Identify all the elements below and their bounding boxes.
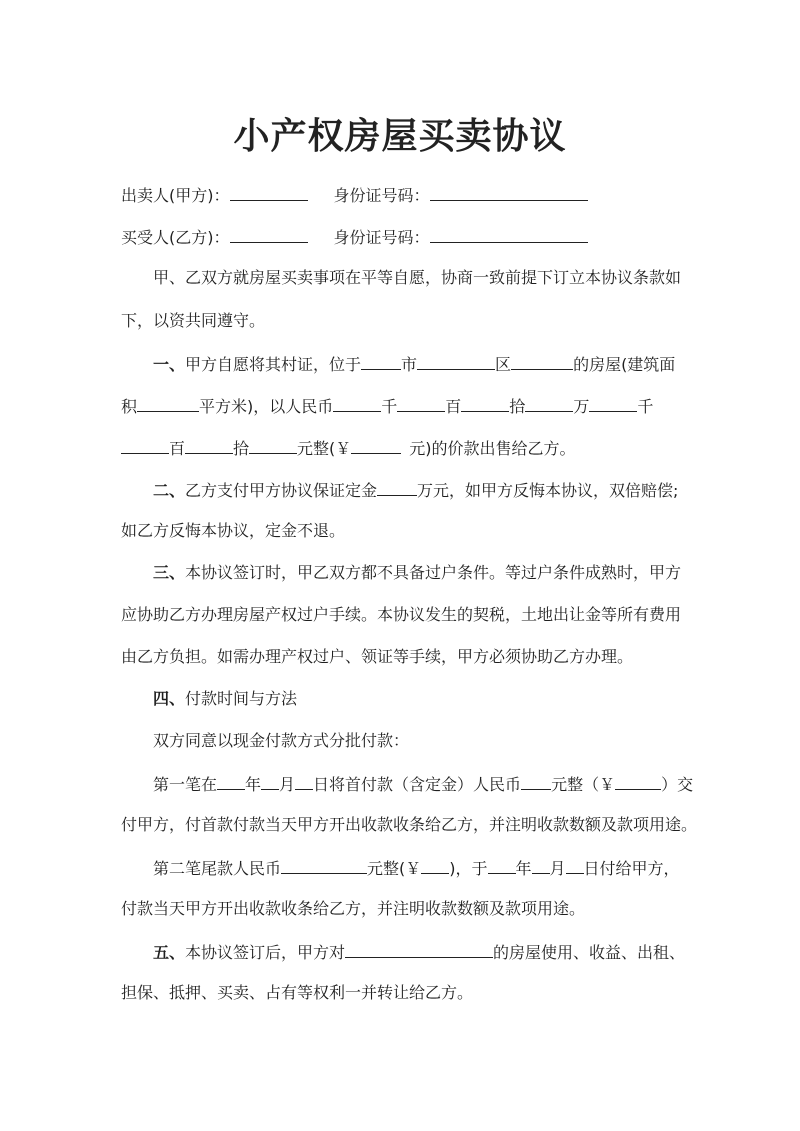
party-b-id-label: 身份证号码：	[333, 228, 430, 247]
clause-1-line-3: 百 拾 元整(￥ 元)的价款出售给乙方。	[121, 435, 691, 461]
amount-blank	[121, 435, 169, 454]
clause-2-line-2: 如乙方反悔本协议，定金不退。	[121, 521, 346, 540]
clause-1-number: 一、	[153, 355, 186, 374]
party-b-line	[121, 224, 691, 250]
amount-blank	[461, 393, 509, 412]
document-title: 小产权房屋买卖协议	[233, 116, 567, 157]
clause-4-number: 四、	[153, 689, 186, 708]
clause-2-number: 二、	[153, 481, 186, 500]
area-blank	[137, 393, 199, 412]
clause-5-number: 五、	[153, 943, 186, 962]
final-payment-number-blank	[421, 855, 449, 874]
clause-5-line-1: 五、本协议签订后，甲方对 的房屋使用、收益、出租、	[121, 939, 723, 965]
amount-blank	[185, 435, 233, 454]
clause-1-line-2: 积 平方米)，以人民币 千 百 拾 万 千	[121, 393, 691, 419]
amount-blank	[333, 393, 381, 412]
amount-blank	[525, 393, 573, 412]
intro-line-2: 下，以资共同遵守。	[121, 311, 266, 330]
clause-4-intro: 双方同意以现金付款方式分批付款：	[153, 731, 410, 750]
clause-5-line-2: 担保、抵押、买卖、占有等权利一并转让给乙方。	[121, 983, 474, 1002]
payment-1-line-2: 付甲方，付首款付款当天甲方开出收款收条给乙方，并注明收款数额及款项用途。	[121, 815, 698, 834]
party-b-name-blank	[230, 224, 308, 243]
clause-3-number: 三、	[153, 563, 186, 582]
year-blank	[488, 855, 516, 874]
party-b-label: 买受人(乙方)：	[121, 228, 230, 247]
day-blank	[295, 771, 313, 790]
party-a-id-label: 身份证号码：	[333, 186, 430, 205]
clause-2-line-1: 二、乙方支付甲方协议保证定金 万元，如甲方反悔本协议，双倍赔偿;	[121, 477, 723, 503]
amount-blank	[589, 393, 637, 412]
payment-1-line-1: 第一笔在 年 月 日将首付款（含定金）人民币 元整（￥ ）交	[121, 771, 723, 797]
month-blank	[532, 855, 550, 874]
party-a-label: 出卖人(甲方)：	[121, 186, 230, 205]
intro-line-1: 甲、乙双方就房屋买卖事项在平等自愿，协商一致前提下订立本协议条款如	[153, 268, 682, 287]
first-payment-number-blank	[615, 771, 661, 790]
city-blank	[361, 351, 401, 370]
property-blank	[345, 939, 493, 958]
payment-2-line-1: 第二笔尾款人民币 元整(￥ )，于 年 月 日付给甲方，	[121, 855, 723, 881]
clause-4-heading: 四、付款时间与方法	[153, 689, 298, 708]
year-blank	[217, 771, 245, 790]
amount-blank	[249, 435, 297, 454]
clause-3-line-3: 由乙方负担。如需办理产权过户、领证等手续，甲方必须协助乙方办理。	[121, 647, 634, 666]
party-a-name-blank	[230, 182, 308, 201]
party-a-id-blank	[430, 182, 588, 201]
payment-2-line-2: 付款当天甲方开出收款收条给乙方，并注明收款数额及款项用途。	[121, 899, 586, 918]
first-payment-blank	[521, 771, 551, 790]
house-blank	[511, 351, 573, 370]
month-blank	[261, 771, 279, 790]
yuan-blank	[351, 435, 401, 454]
party-a-line	[121, 182, 691, 208]
amount-blank	[397, 393, 445, 412]
final-payment-blank	[281, 855, 367, 874]
day-blank	[566, 855, 584, 874]
clause-3-line-2: 应协助乙方办理房屋产权过户手续。本协议发生的契税，土地出让金等所有费用	[121, 605, 682, 624]
deposit-blank	[377, 477, 417, 496]
clause-1-line-1: 一、甲方自愿将其村证，位于 市 区 的房屋(建筑面	[121, 351, 723, 377]
district-blank	[417, 351, 495, 370]
party-b-id-blank	[430, 224, 588, 243]
clause-3-line-1: 三、本协议签订时，甲乙双方都不具备过户条件。等过户条件成熟时，甲方	[153, 563, 682, 582]
